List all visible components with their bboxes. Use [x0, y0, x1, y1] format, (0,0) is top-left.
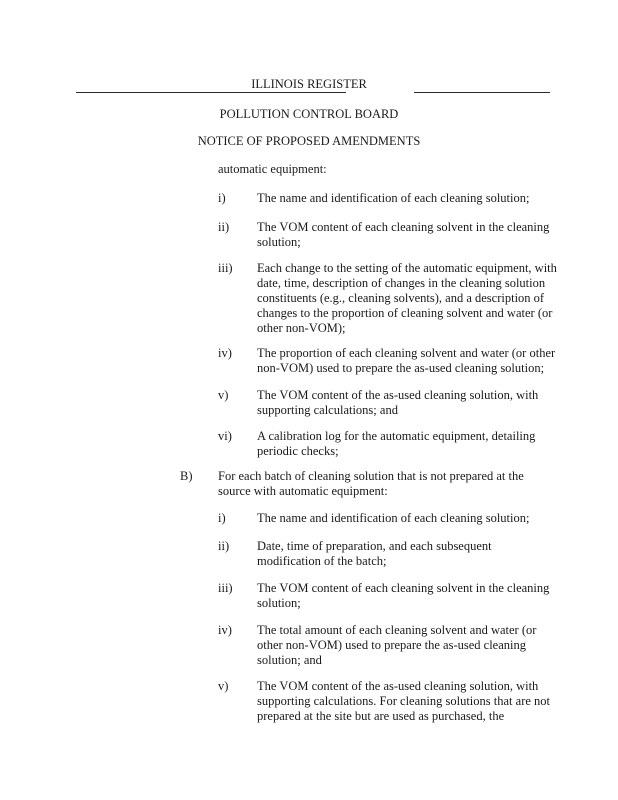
list-a-label-1: i): [218, 191, 226, 205]
list-a-label-5: v): [218, 388, 229, 402]
list-b-label-5: v): [218, 679, 229, 693]
list-a-line: changes to the proportion of cleaning solvent and water (or: [257, 306, 553, 320]
notice-title: NOTICE OF PROPOSED AMENDMENTS: [197, 134, 421, 148]
list-b-line: The name and identification of each cleaning solution;: [257, 511, 530, 525]
list-b-line: solution;: [257, 596, 301, 610]
list-b-line: supporting calculations. For cleaning solutions that are not: [257, 694, 550, 708]
list-a-line: periodic checks;: [257, 444, 339, 458]
list-a-label-2: ii): [218, 220, 230, 234]
list-a-label-4: iv): [218, 346, 232, 360]
list-a-line: The VOM content of the as-used cleaning solution, with: [257, 388, 539, 402]
list-a-line: A calibration log for the automatic equipment, detailing: [257, 429, 536, 443]
list-a-line: non-VOM) used to prepare the as-used cleaning solution;: [257, 361, 545, 375]
list-b-label-4: iv): [218, 623, 232, 637]
list-a-label-6: vi): [218, 429, 232, 443]
list-b-line: The total amount of each cleaning solvent and water (or: [257, 623, 537, 637]
section-b-label: B): [180, 469, 193, 483]
list-b-line: other non-VOM) used to prepare the as-used cleaning: [257, 638, 527, 652]
list-b-line: solution; and: [257, 653, 322, 667]
list-a-line: date, time, description of changes in the cleaning solution: [257, 276, 546, 290]
list-a-line: Each change to the setting of the automatic equipment, with: [257, 261, 557, 275]
section-b-line: For each batch of cleaning solution that is not prepared at the: [218, 469, 524, 483]
list-a-line: supporting calculations; and: [257, 403, 398, 417]
list-b-line: prepared at the site but are used as purchased, the: [257, 709, 505, 723]
list-b-line: The VOM content of each cleaning solvent in the cleaning: [257, 581, 550, 595]
list-a-line: other non-VOM);: [257, 321, 346, 335]
list-b-line: Date, time of preparation, and each subsequent: [257, 539, 492, 553]
continuation-text: automatic equipment:: [218, 162, 327, 176]
list-b-line: The VOM content of the as-used cleaning solution, with: [257, 679, 539, 693]
list-a-line: solution;: [257, 235, 301, 249]
header-rule-right: [414, 92, 550, 93]
register-title: ILLINOIS REGISTER: [251, 77, 367, 91]
list-a-line: The name and identification of each cleaning solution;: [257, 191, 530, 205]
section-b-line: source with automatic equipment:: [218, 484, 388, 498]
list-a-line: The VOM content of each cleaning solvent in the cleaning: [257, 220, 550, 234]
list-b-line: modification of the batch;: [257, 554, 387, 568]
list-b-label-2: ii): [218, 539, 230, 553]
header-rule-left: [76, 92, 346, 93]
list-b-label-3: iii): [218, 581, 233, 595]
list-a-line: The proportion of each cleaning solvent and water (or other: [257, 346, 556, 360]
list-a-line: constituents (e.g., cleaning solvents), and a description of: [257, 291, 545, 305]
list-a-label-3: iii): [218, 261, 233, 275]
list-b-label-1: i): [218, 511, 226, 525]
board-name: POLLUTION CONTROL BOARD: [219, 107, 399, 121]
